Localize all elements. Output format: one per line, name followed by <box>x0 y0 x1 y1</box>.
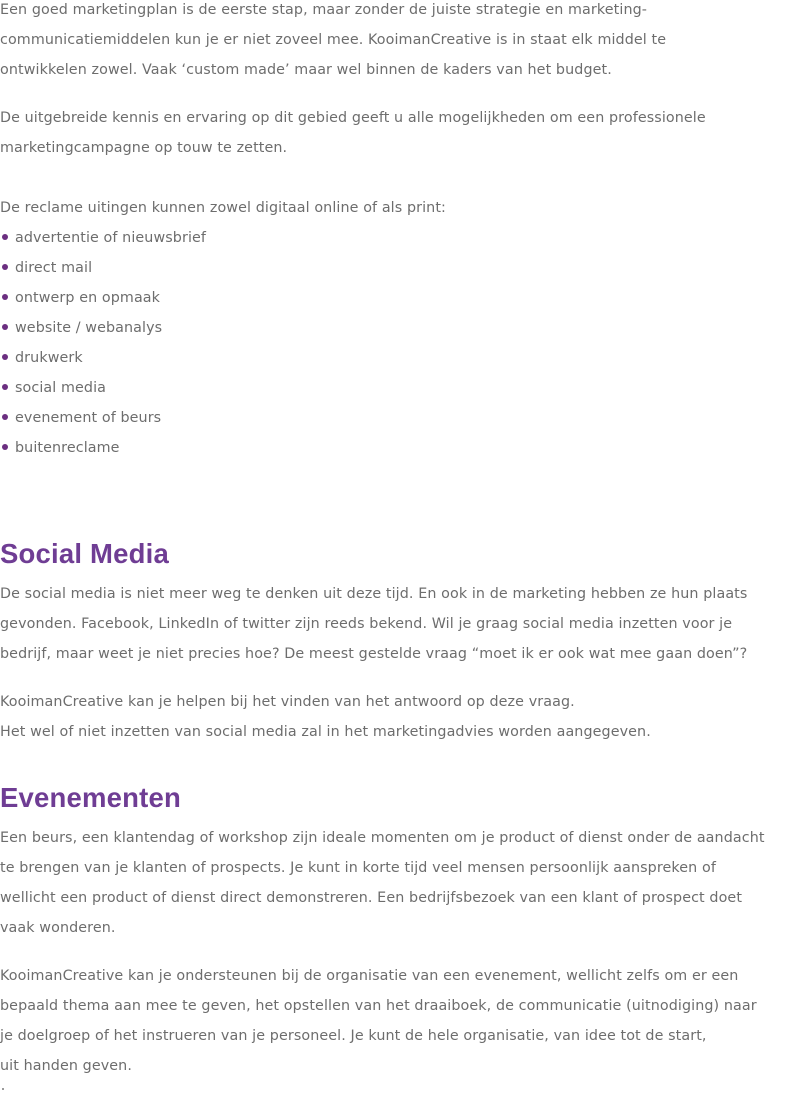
bullet-icon <box>2 234 8 240</box>
evenementen-paragraph-2-line: KooimanCreative kan je ondersteunen bij de organisatie van een evenement, wellicht zelfs om er een <box>0 968 739 984</box>
list-item-label: ontwerp en opmaak <box>15 290 161 306</box>
intro-paragraph-2-line: marketingcampagne op touw te zetten. <box>0 140 288 156</box>
list-item <box>0 378 106 398</box>
list-item <box>0 438 120 458</box>
evenementen-paragraph-2-line: bepaald thema aan mee te geven, het opstellen van het draaiboek, de communicatie (uitnodiging) naar <box>0 998 757 1014</box>
bullet-icon <box>2 294 8 300</box>
evenementen-paragraph-2-line: uit handen geven. <box>0 1058 132 1074</box>
evenementen-heading: Evenementen <box>0 782 182 813</box>
social-media-paragraph-1-line: gevonden. Facebook, LinkedIn of twitter zijn reeds bekend. Wil je graag social media inzetten voor je <box>0 616 733 632</box>
evenementen-paragraph-2-line: je doelgroep of het instrueren van je personeel. Je kunt de hele organisatie, van idee tot de start, <box>0 1028 707 1044</box>
list-intro: De reclame uitingen kunnen zowel digitaal online of als print: <box>0 200 446 216</box>
list-item <box>0 258 92 278</box>
social-media-paragraph-2-line: KooimanCreative kan je helpen bij het vinden van het antwoord op deze vraag. <box>0 694 575 710</box>
intro-paragraph-1-line: communicatiemiddelen kun je er niet zoveel mee. KooimanCreative is in staat elk middel te <box>0 32 667 48</box>
list-item-label: evenement of beurs <box>15 410 162 426</box>
trailing-dot <box>2 1088 4 1090</box>
list-item-label: website / webanalys <box>15 320 163 336</box>
intro-paragraph-1-line: Een goed marketingplan is de eerste stap, maar zonder de juiste strategie en marketing- <box>0 2 648 18</box>
list-item <box>0 318 162 338</box>
list-item-label: direct mail <box>15 260 93 276</box>
list-item <box>0 228 206 248</box>
evenementen-paragraph-1-line: Een beurs, een klantendag of workshop zijn ideale momenten om je product of dienst onder de aandacht <box>0 830 765 846</box>
list-item <box>0 348 83 368</box>
list-item-label: drukwerk <box>15 350 83 366</box>
bullet-icon <box>2 414 8 420</box>
list-item <box>0 408 161 428</box>
evenementen-paragraph-1-line: wellicht een product of dienst direct demonstreren. Een bedrijfsbezoek van een klant of prospect doet <box>0 890 743 906</box>
social-media-paragraph-1-line: bedrijf, maar weet je niet precies hoe? De meest gestelde vraag “moet ik er ook wat mee gaan doen”? <box>0 646 748 662</box>
bullet-icon <box>2 354 8 360</box>
evenementen-paragraph-1-line: vaak wonderen. <box>0 920 116 936</box>
bullet-icon <box>2 384 8 390</box>
social-media-paragraph-2-line: Het wel of niet inzetten van social media zal in het marketingadvies worden aangegeven. <box>0 724 651 740</box>
bullet-icon <box>2 264 8 270</box>
list-item-label: advertentie of nieuwsbrief <box>15 230 207 246</box>
intro-paragraph-1-line: ontwikkelen zowel. Vaak ‘custom made’ maar wel binnen de kaders van het budget. <box>0 62 612 78</box>
intro-paragraph-2-line: De uitgebreide kennis en ervaring op dit gebied geeft u alle mogelijkheden om een professionele <box>0 110 706 126</box>
bullet-icon <box>2 324 8 330</box>
list-item-label: social media <box>15 380 107 396</box>
list-item <box>0 288 160 308</box>
social-media-heading: Social Media <box>0 538 169 569</box>
list-item-label: buitenreclame <box>15 440 120 456</box>
bullet-icon <box>2 444 8 450</box>
evenementen-paragraph-1-line: te brengen van je klanten of prospects. Je kunt in korte tijd veel mensen persoonlijk aanspreken of <box>0 860 716 876</box>
social-media-paragraph-1-line: De social media is niet meer weg te denken uit deze tijd. En ook in de marketing hebben ze hun plaats <box>0 586 748 602</box>
